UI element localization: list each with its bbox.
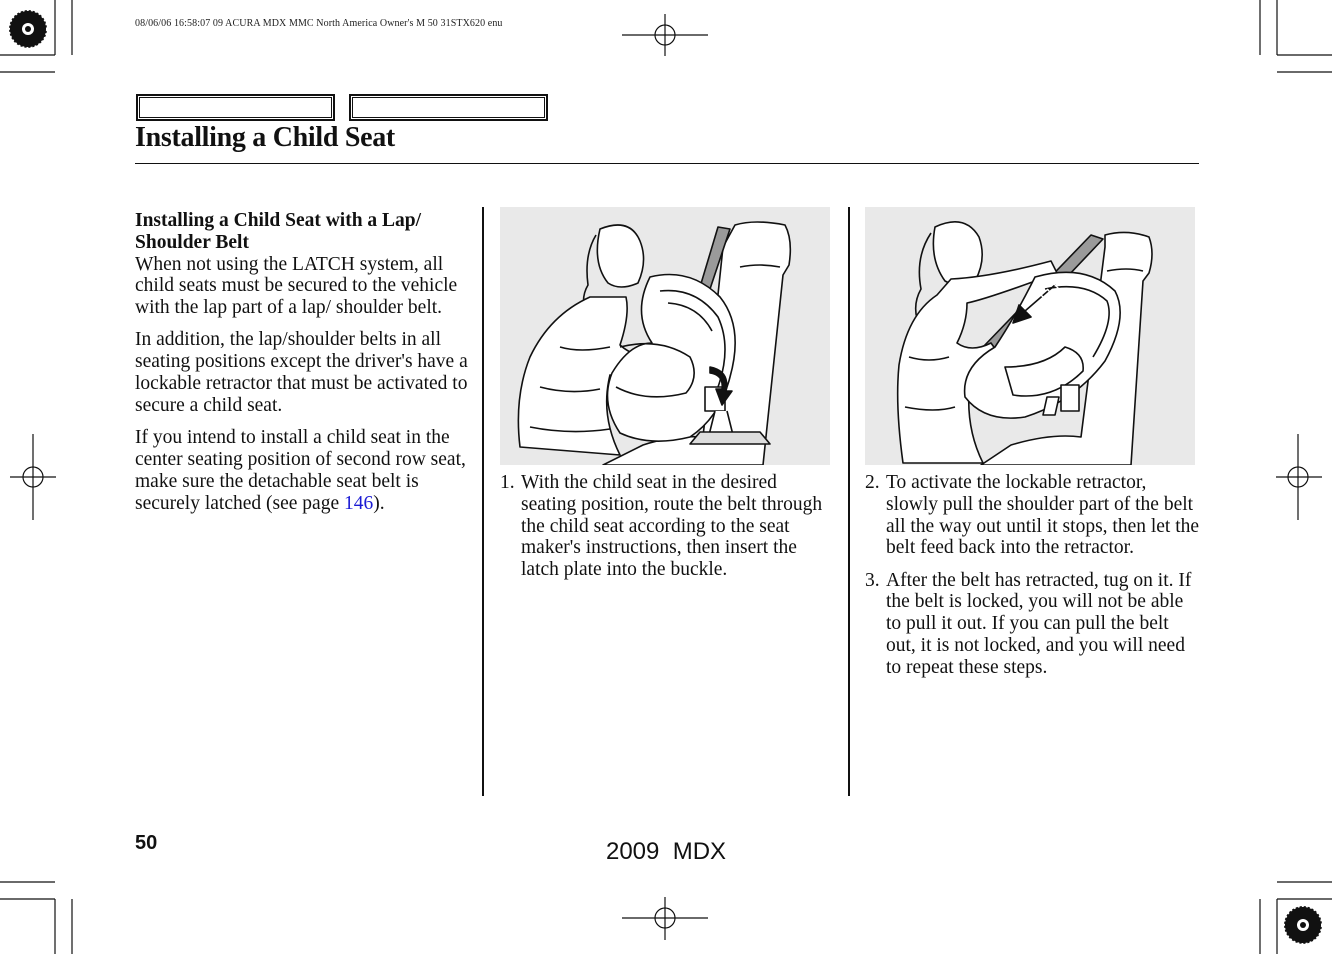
- step-number: 3.: [865, 569, 880, 591]
- child-seat-illustration-icon: [865, 207, 1195, 465]
- illustration-pull-belt: [865, 207, 1195, 465]
- paragraph-text: ).: [373, 492, 385, 514]
- registration-target-icon: [622, 14, 708, 56]
- step-text: With the child seat in the desired seating position, route the belt through the child seat according to the seat maker's instructions, then insert the latch plate into the buckle.: [521, 472, 823, 581]
- step-text: To activate the lockable retractor, slowly pull the shoulder part of the belt all the way out until it stops, then let the belt feed back into the retractor.: [886, 472, 1200, 559]
- paragraph: [135, 427, 469, 514]
- left-column: [135, 210, 469, 525]
- section-tab-box: [136, 94, 335, 121]
- paragraph: In addition, the lap/shoulder belts in all seating positions except the driver's have a lockable retractor that must be activated to secure a child seat.: [135, 329, 468, 416]
- footer-model: 2009 MDX: [605, 838, 727, 865]
- step-list-right: [865, 472, 1201, 689]
- paragraph: When not using the LATCH system, all child seats must be secured to the vehicle with the lap part of a lap/ shoulder belt.: [135, 253, 458, 319]
- registration-target-icon: [622, 897, 708, 940]
- illustration-route-belt: [500, 207, 830, 465]
- registration-sunburst-icon: [1284, 906, 1322, 944]
- step-text: After the belt has retracted, tug on it. If the belt is locked, you will not be able to pull it out. If you can pull the belt out, it is not locked, and you will need to repeat these steps.: [886, 569, 1192, 678]
- title-rule: [135, 163, 1199, 164]
- column-divider: [482, 207, 484, 796]
- registration-target-icon: [10, 434, 56, 520]
- step-item: [500, 472, 836, 581]
- paragraph-text: If you intend to install a child seat in the center seating position of second row seat, make sure the detachable seat belt is securely latched (see page: [135, 427, 466, 514]
- step-number: 2.: [865, 472, 880, 493]
- section-subheading: Installing a Child Seat with a Lap/ Shoulder Belt: [135, 210, 422, 253]
- print-meta: 08/06/06 16:58:07 09 ACURA MDX MMC North America Owner's M 50 31STX620 enu: [135, 18, 503, 29]
- step-list-middle: [500, 472, 836, 591]
- registration-target-icon: [1276, 434, 1322, 520]
- page-reference-link[interactable]: 146: [343, 492, 374, 514]
- registration-sunburst-icon: [9, 10, 47, 48]
- page-title: Installing a Child Seat: [135, 122, 395, 153]
- page-number: 50: [135, 832, 158, 854]
- section-tab-box: [349, 94, 548, 121]
- column-divider: [848, 207, 850, 796]
- step-number: 1.: [500, 472, 515, 493]
- step-item: [865, 570, 1201, 679]
- step-item: [865, 472, 1201, 559]
- child-seat-illustration-icon: [500, 207, 830, 465]
